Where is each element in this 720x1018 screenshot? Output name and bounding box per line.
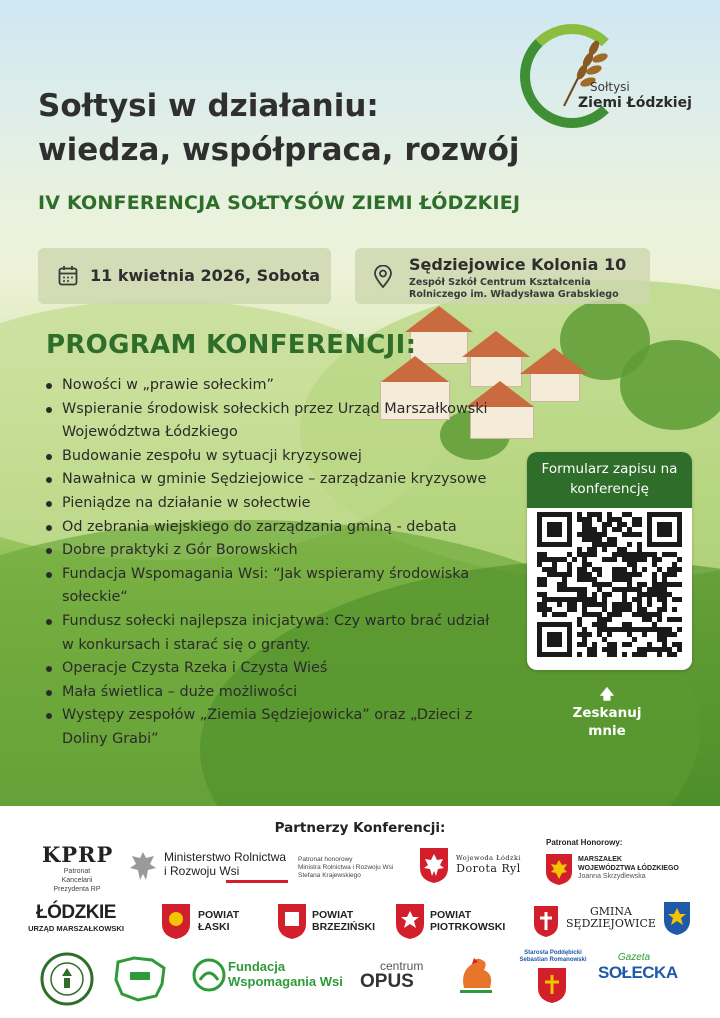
opus-logo [360, 958, 423, 990]
honorary-label: Patronat Honorowy: [546, 838, 623, 847]
kprp-line3: Prezydenta RP [53, 886, 101, 893]
starosta-crest-icon [536, 966, 568, 1004]
kprp-line2: Kancelarii [61, 877, 93, 884]
program-item: Występy zespołów „Ziemia Sędziejowicka” oraz „Dzieci z Doliny Grabi” [44, 704, 504, 751]
village-roof [520, 348, 588, 374]
scan-label-line1: Zeskanuj [572, 705, 642, 721]
lodzkie-logo [26, 902, 126, 933]
scan-prompt [572, 686, 642, 740]
gazeta-line1: Gazeta [617, 952, 651, 963]
program-item: Nawałnica w gminie Sędziejowice – zarządzanie kryzysowe [44, 468, 504, 492]
gmina-logo [566, 906, 656, 930]
polish-eagle-icon [126, 848, 160, 884]
powiat-piotrkowski-crest-icon [394, 902, 426, 940]
kprp-logo [42, 842, 112, 894]
qr-card-header: Formularz zapisu na konferencję [527, 452, 692, 508]
program-item: Operacje Czysta Rzeka i Czysta Wieś [44, 657, 504, 681]
program-item: Pieniądze na działanie w sołectwie [44, 492, 504, 516]
powiat-piotrkowski-line2: PIOTRKOWSKI [430, 921, 506, 933]
calendar-icon [58, 265, 78, 287]
kprp-line1: Patronat [63, 868, 91, 875]
ministry-patron-line3: Stefana Krajewskiego [298, 872, 361, 879]
powiat-laski-line2: ŁASKI [198, 921, 230, 933]
ministry-patron [298, 856, 408, 880]
soltysi-logo [520, 24, 692, 128]
fundacja-logo-icon [192, 958, 226, 992]
village-roof [405, 306, 473, 332]
powiat-laski-logo [198, 909, 239, 933]
program-item: Mała świetlica – duże możliwości [44, 681, 504, 705]
powiat-brzezinski-line2: BRZEZIŃSKI [312, 921, 375, 933]
event-place-detail-line2: Rolniczego im. Władysława Grabskiego [409, 289, 619, 300]
fundacja-logo [228, 959, 343, 989]
ministry-line1: Ministerstwo Rolnictwa [164, 850, 287, 864]
lodzkie-line2: URZĄD MARSZAŁKOWSKI [28, 924, 124, 933]
event-date-box [38, 248, 331, 304]
powiat-laski-crest-icon [160, 902, 192, 940]
event-place-box [355, 248, 650, 304]
honorary-marshal [578, 856, 679, 882]
program-item: Fundusz sołecki najlepsza inicjatywa: Czy warto brać udział w konkursach i starać się o granty. [44, 610, 504, 657]
wojewoda-logo [456, 854, 521, 875]
wojewoda-crest-icon [418, 846, 450, 884]
title-line1: Sołtysi w działaniu: [38, 88, 379, 124]
qr-code[interactable] [537, 512, 682, 657]
wojewoda-line2: Dorota Ryl [456, 862, 521, 875]
ministry-logo [164, 850, 288, 883]
honorary-line3: Joanna Skrzydlewska [578, 873, 646, 880]
powiat-brzezinski-logo [312, 909, 375, 933]
logo-text-line1: Sołtysi [590, 80, 630, 94]
registration-qr-card[interactable] [527, 452, 692, 670]
gmina-line1: GMINA [589, 905, 632, 918]
fundacja-line1: Fundacja [228, 959, 286, 974]
page-title [38, 84, 520, 172]
school-seal-icon [40, 952, 94, 1006]
program-heading: PROGRAM KONFERENCJI: [46, 330, 417, 360]
gazeta-line2: SOŁECKA [598, 963, 678, 982]
event-place-detail [409, 277, 619, 301]
title-line2: wiedza, współpraca, rozwój [38, 132, 520, 168]
partners-section [0, 806, 720, 1018]
event-place: Sędziejowice Kolonia 10 [409, 255, 627, 274]
powiat-laski-line1: POWIAT [198, 909, 240, 921]
lodzkie-line1: ŁÓDZKIE [36, 902, 116, 923]
ministry-patron-line1: Patronat honorowy [298, 856, 353, 863]
flag-stripe [164, 880, 288, 883]
powiat-piotrkowski-logo [430, 909, 505, 933]
honorary-line1: MARSZAŁEK [578, 856, 622, 863]
gmina-crest-icon [532, 904, 560, 938]
gmina-line2: SĘDZIEJOWICE [566, 917, 656, 930]
background-tree [620, 340, 720, 430]
program-item: Nowości w „prawie sołeckim” [44, 374, 504, 398]
program-item: Budowanie zespołu w sytuacji kryzysowej [44, 445, 504, 469]
program-item: Wspieranie środowisk sołeckich przez Urząd Marszałkowski Województwa Łódzkiego [44, 398, 504, 445]
location-pin-icon [373, 265, 393, 289]
program-item: Fundacja Wspomagania Wsi: “Jak wspieramy środowiska sołeckie“ [44, 563, 504, 610]
partners-heading: Partnerzy Konferencji: [274, 820, 446, 836]
ministry-line2: i Rozwoju Wsi [164, 864, 240, 878]
scan-label-line2: mnie [588, 723, 626, 739]
powiat-brzezinski-line1: POWIAT [312, 909, 354, 921]
arrow-up-icon: 🡅 [599, 687, 615, 703]
village-house [530, 372, 580, 402]
kprp-abbr: KPRP [42, 842, 114, 867]
page-subtitle: IV KONFERENCJA SOŁTYSÓW ZIEMI ŁÓDZKIEJ [38, 192, 521, 214]
program-item: Od zebrania wiejskiego do zarządzania gminą - debata [44, 516, 504, 540]
opus-line2: OPUS [360, 971, 414, 992]
event-place-detail-line1: Zespół Szkół Centrum Kształcenia [409, 277, 591, 288]
starosta-label [518, 950, 588, 964]
program-list [44, 374, 504, 752]
opus-line1: centrum [380, 959, 424, 973]
starosta-line1: Starosta Poddębicki [524, 950, 582, 956]
powiat-brzezinski-crest-icon [276, 902, 308, 940]
rooster-logo-icon [454, 952, 498, 998]
logo-text-line2: Ziemi Łódzkiej [578, 95, 692, 111]
gazeta-solecka-logo [598, 952, 678, 983]
marshal-crest-icon [544, 852, 574, 886]
ministry-patron-line2: Ministra Rolnictwa i Rozwoju Wsi [298, 864, 394, 871]
fundacja-line2: Wspomagania Wsi [228, 974, 343, 989]
event-date: 11 kwietnia 2026, Sobota [90, 266, 321, 285]
gmina-sedziejowice-crest-icon [662, 900, 692, 936]
wojewoda-line1: Wojewoda Łódzki [456, 854, 521, 862]
powiat-piotrkowski-line1: POWIAT [430, 909, 472, 921]
program-item: Dobre praktyki z Gór Borowskich [44, 539, 504, 563]
poland-map-logo-icon [112, 954, 168, 1002]
starosta-line2: Sebastian Romanowski [519, 957, 587, 963]
honorary-line2: WOJEWÓDZTWA ŁÓDZKIEGO [578, 864, 679, 872]
